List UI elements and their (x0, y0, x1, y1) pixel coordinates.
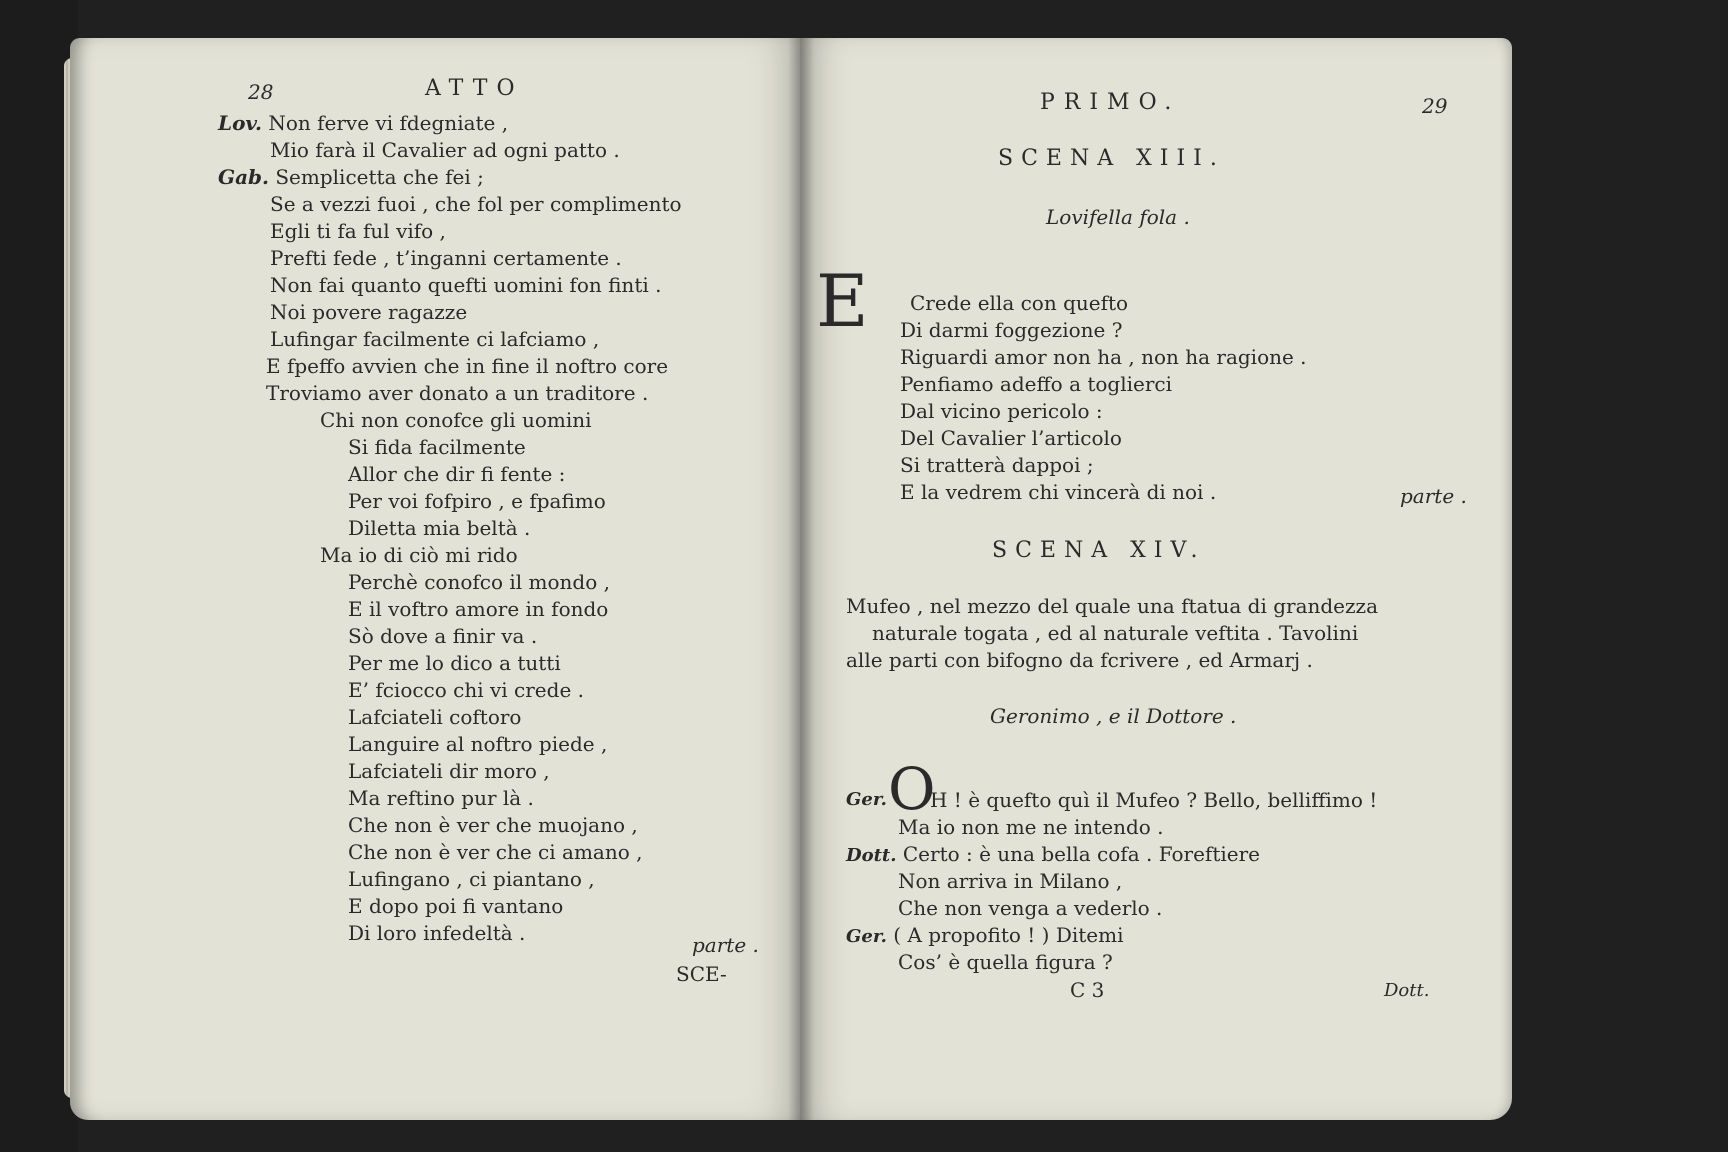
book-gutter (788, 38, 814, 1120)
signature-mark: C 3 (1070, 978, 1105, 1002)
text-line: H ! è quefto quì il Mufeo ? Bello, belliffimo ! (930, 788, 1378, 812)
text-line: Lov. Non ferve vi fdegniate , (218, 111, 509, 135)
text-line: Crede ella con quefto (910, 291, 1129, 315)
text-line: Del Cavalier l’articolo (900, 426, 1122, 450)
speaker-label: Ger. (846, 789, 887, 810)
aria-line: Chi non conofce gli uomini (320, 408, 592, 432)
catchword: SCE- (676, 962, 727, 986)
drop-cap: O (888, 755, 936, 823)
text-line: Ma io non me ne intendo . (898, 815, 1164, 839)
aria-line: Lafciateli coftoro (348, 705, 522, 729)
text-line: Mio farà il Cavalier ad ogni patto . (270, 138, 620, 162)
aria-line: E’ fciocco chi vi crede . (348, 678, 584, 702)
aria-line: Lufingano , ci piantano , (348, 867, 595, 891)
aria-line: E il voftro amore in fondo (348, 597, 609, 621)
scene-title: SCENA XIV. (992, 538, 1206, 563)
setting-line: Mufeo , nel mezzo del quale una ftatua di grandezza (846, 594, 1379, 618)
aria-line: Che non è ver che ci amano , (348, 840, 643, 864)
text-line: Se a vezzi fuoi , che fol per complimento (270, 192, 682, 216)
text-line: Riguardi amor non ha , non ha ragione . (900, 345, 1307, 369)
aria-line: Lafciateli dir moro , (348, 759, 550, 783)
aria-line: Allor che dir fi fente : (348, 462, 566, 486)
running-header: ATTO (425, 76, 524, 101)
aria-line: E dopo poi fi vantano (348, 894, 564, 918)
scene-characters: Geronimo , e il Dottore . (990, 704, 1237, 728)
aria-line: Ma reftino pur là . (348, 786, 534, 810)
text-line: Gab. Semplicetta che fei ; (218, 165, 484, 189)
aria-line: Per voi fofpiro , e fpafimo (348, 489, 606, 513)
right-page (800, 38, 1512, 1120)
setting-line: naturale togata , ed al naturale veftita . Tavolini (872, 621, 1359, 645)
aria-line: Per me lo dico a tutti (348, 651, 561, 675)
text-line: E fpeffo avvien che in fine il noftro core (266, 354, 669, 378)
text-line: Egli ti fa ful vifo , (270, 219, 446, 243)
text-line: Dott. Certo : è una bella cofa . Foreftiere (846, 842, 1260, 866)
open-book (70, 38, 1510, 1120)
aria-line: Languire al noftro piede , (348, 732, 608, 756)
scene-title: SCENA XIII. (998, 146, 1225, 171)
aria-line: Diletta mia beltà . (348, 516, 531, 540)
text-line: Troviamo aver donato a un traditore . (266, 381, 649, 405)
aria-line: Ma io di ciò mi rido (320, 543, 518, 567)
text-line: Cos’ è quella figura ? (898, 950, 1113, 974)
exit-direction: parte . (1400, 484, 1467, 508)
text-line: Ger. ( A propofito ! ) Ditemi (846, 923, 1124, 947)
page-number: 28 (248, 80, 274, 104)
drop-cap: E (816, 259, 869, 343)
text-line: Si tratterà dappoi ; (900, 453, 1094, 477)
text-line: Non arriva in Milano , (898, 869, 1123, 893)
aria-line: Che non è ver che muojano , (348, 813, 638, 837)
page-number: 29 (1422, 94, 1448, 118)
running-header: PRIMO. (1040, 90, 1181, 115)
text-line: Non fai quanto quefti uomini fon finti . (270, 273, 662, 297)
aria-line: Perchè conofco il mondo , (348, 570, 610, 594)
text-line: Prefti fede , t’inganni certamente . (270, 246, 622, 270)
text-line: Dal vicino pericolo : (900, 399, 1103, 423)
text-line: E la vedrem chi vincerà di noi . (900, 480, 1217, 504)
aria-line: Sò dove a finir va . (348, 624, 538, 648)
text-line: Che non venga a vederlo . (898, 896, 1163, 920)
text-line: Lufingar facilmente ci lafciamo , (270, 327, 600, 351)
catchword: Dott. (1384, 980, 1430, 1001)
left-page (70, 38, 800, 1120)
aria-line: Di loro infedeltà . (348, 921, 526, 945)
exit-direction: parte . (692, 933, 759, 957)
aria-line: Si fida facilmente (348, 435, 526, 459)
setting-line: alle parti con bifogno da fcrivere , ed Armarj . (846, 648, 1313, 672)
text-line: Noi povere ragazze (270, 300, 468, 324)
scene-characters: Lovifella fola . (1046, 205, 1190, 229)
text-line: Di darmi foggezione ? (900, 318, 1123, 342)
text-line: Penfiamo adeffo a toglierci (900, 372, 1173, 396)
